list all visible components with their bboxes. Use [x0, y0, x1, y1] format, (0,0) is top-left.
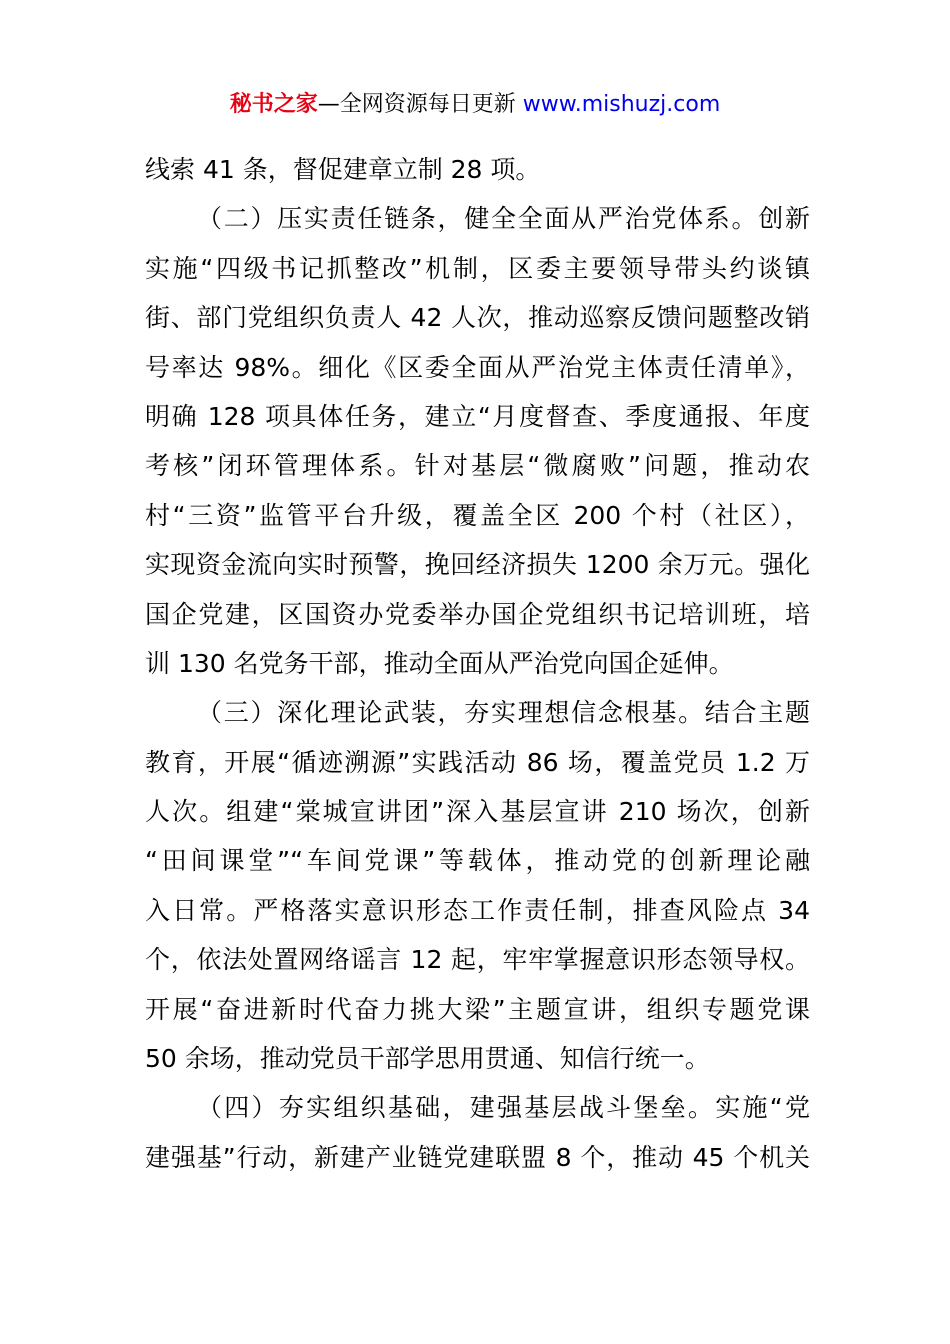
text-line: 开展“奋进新时代奋力挑大梁”主题宣讲，组织专题党课	[145, 994, 810, 1024]
text-line: 号率达 98%。细化《区委全面从严治党主体责任清单》，	[145, 352, 810, 382]
site-tagline: —全网资源每日更新	[317, 92, 523, 117]
text-line: 线索 41 条，督促建章立制 28 项。	[145, 155, 541, 184]
site-url-link[interactable]: www.mishuzj.com	[522, 92, 721, 117]
text-line: 个，依法处置网络谣言 12 起，牢牢掌握意识形态领导权。	[145, 945, 810, 975]
text-line: 考核”闭环管理体系。针对基层“微腐败”问题，推动农	[145, 451, 810, 481]
text-line: 实现资金流向实时预警，挽回经济损失 1200 余万元。强化	[145, 550, 810, 580]
text-line: 人次。组建“棠城宣讲团”深入基层宣讲 210 场次，创新	[145, 797, 810, 827]
text-line: 建强基”行动，新建产业链党建联盟 8 个，推动 45 个机关	[145, 1142, 810, 1172]
text-line: 街、部门党组织负责人 42 人次，推动巡察反馈问题整改销	[145, 303, 810, 333]
text-line: 教育，开展“循迹溯源”实践活动 86 场，覆盖党员 1.2 万	[145, 747, 810, 777]
document-body	[145, 145, 810, 1182]
text-line: 50 余场，推动党员干部学思用贯通、知信行统一。	[145, 1044, 710, 1074]
site-header	[0, 86, 950, 124]
text-line: 国企党建，区国资办党委举办国企党组织书记培训班，培	[145, 599, 810, 629]
text-line: 村“三资”监管平台升级，覆盖全区 200 个村（社区），	[145, 500, 810, 530]
paragraph-heading-3: （三）深化理论武装，夯实理想信念根基。结合主题	[197, 698, 810, 728]
paragraph-heading-2: （二）压实责任链条，健全全面从严治党体系。创新	[197, 204, 810, 234]
site-brand: 秘书之家	[229, 92, 318, 117]
text-line: “田间课堂”“车间党课”等载体，推动党的创新理论融	[145, 846, 810, 876]
text-line: 明确 128 项具体任务，建立“月度督查、季度通报、年度	[145, 401, 810, 431]
paragraph-heading-4: （四）夯实组织基础，建强基层战斗堡垒。实施“党	[197, 1093, 810, 1123]
text-line: 入日常。严格落实意识形态工作责任制，排查风险点 34	[145, 895, 810, 925]
text-line: 训 130 名党务干部，推动全面从严治党向国企延伸。	[145, 648, 734, 678]
text-line: 实施“四级书记抓整改”机制，区委主要领导带头约谈镇	[145, 253, 810, 283]
